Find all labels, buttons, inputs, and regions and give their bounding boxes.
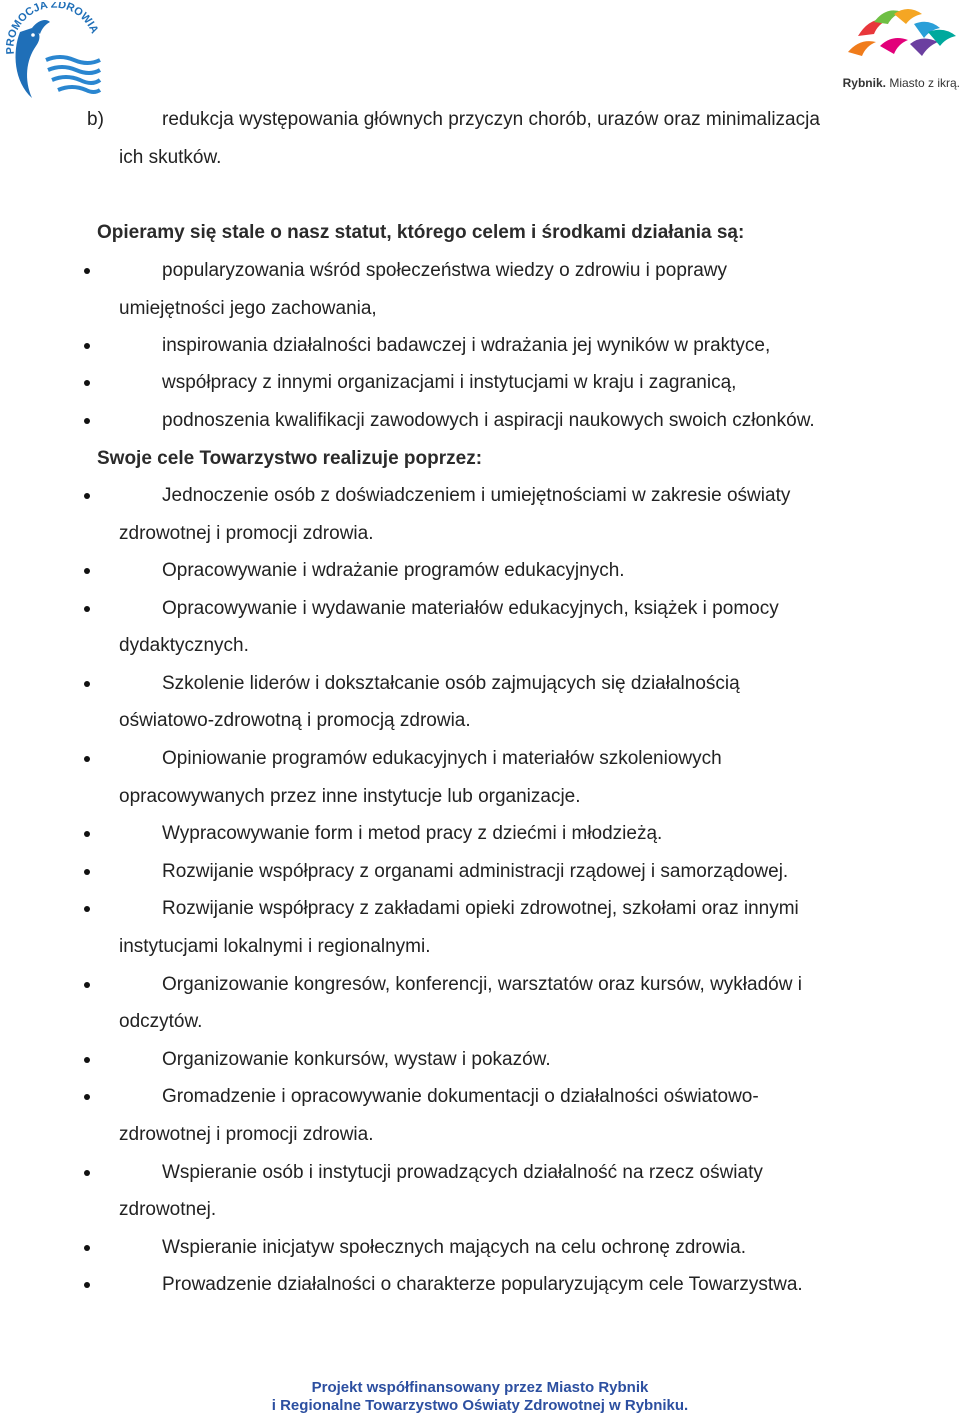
list-item-text: Organizowanie kongresów, konferencji, warsztatów oraz kursów, wykładów i bbox=[162, 974, 802, 995]
list-item-text: Rozwijanie współpracy z organami administracji rządowej i samorządowej. bbox=[162, 861, 789, 882]
bullet-icon bbox=[84, 1282, 90, 1288]
list-item-continuation: dydaktycznych. bbox=[119, 635, 249, 656]
bullet-icon bbox=[84, 831, 90, 837]
list-item-text: współpracy z innymi organizacjami i instytucjami w kraju i zagranicą, bbox=[162, 372, 737, 393]
bullet-icon bbox=[84, 756, 90, 762]
bullet-icon bbox=[84, 493, 90, 499]
bullet-icon bbox=[84, 1057, 90, 1063]
list-item-continuation: odczytów. bbox=[119, 1011, 203, 1032]
list-item-continuation: oświatowo-zdrowotną i promocją zdrowia. bbox=[119, 710, 471, 731]
bullet-icon bbox=[84, 568, 90, 574]
bullet-icon bbox=[84, 418, 90, 424]
list-item-continuation: instytucjami lokalnymi i regionalnymi. bbox=[119, 936, 431, 957]
list-item-continuation: opracowywanych przez inne instytucje lub organizacje. bbox=[119, 786, 581, 807]
svg-text:PROMOCJA ZDROWIA: PROMOCJA ZDROWIA bbox=[4, 2, 101, 55]
bullet-icon bbox=[84, 1245, 90, 1251]
list-item-text: Prowadzenie działalności o charakterze popularyzującym cele Towarzystwa. bbox=[162, 1274, 803, 1295]
footer-line-2: i Regionalne Towarzystwo Oświaty Zdrowotnej w Rybniku. bbox=[271, 1397, 689, 1414]
bullet-icon bbox=[84, 906, 90, 912]
list-item-text: Opracowywanie i wdrażanie programów edukacyjnych. bbox=[162, 560, 625, 581]
bullet-icon bbox=[84, 268, 90, 274]
bullet-icon bbox=[84, 606, 90, 612]
list-item-continuation: zdrowotnej. bbox=[119, 1199, 217, 1220]
list-item-text: Wypracowywanie form i metod pracy z dziećmi i młodzieżą. bbox=[162, 823, 663, 844]
list-item-text: Gromadzenie i opracowywanie dokumentacji o działalności oświatowo- bbox=[162, 1086, 759, 1107]
section-heading-statute: Opieramy się stale o nasz statut, którego celem i środkami działania są: bbox=[97, 222, 745, 243]
footer-line-1: Projekt współfinansowany przez Miasto Rybnik bbox=[311, 1379, 649, 1396]
bullet-icon bbox=[84, 1170, 90, 1176]
list-item-text: Organizowanie konkursów, wystaw i pokazów. bbox=[162, 1049, 551, 1070]
section-heading-means: Swoje cele Towarzystwo realizuje poprzez: bbox=[97, 448, 483, 469]
bullet-icon bbox=[84, 982, 90, 988]
list-item-text: Wspieranie inicjatyw społecznych mających na celu ochronę zdrowia. bbox=[162, 1237, 746, 1258]
bullet-icon bbox=[84, 869, 90, 875]
promocja-zdrowia-logo bbox=[2, 2, 102, 102]
rybnik-fish-logo-icon bbox=[818, 2, 960, 74]
list-item-text: Opiniowanie programów edukacyjnych i materiałów szkoleniowych bbox=[162, 748, 722, 769]
bullet-icon bbox=[84, 1094, 90, 1100]
bullet-icon bbox=[84, 343, 90, 349]
list-item-text: Szkolenie liderów i dokształcanie osób zajmujących się działalnością bbox=[162, 673, 740, 694]
list-marker: b) bbox=[87, 109, 104, 130]
list-item-continuation: umiejętności jego zachowania, bbox=[119, 298, 377, 319]
list-item-continuation: zdrowotnej i promocji zdrowia. bbox=[119, 1124, 374, 1145]
rybnik-caption: Rybnik. Miasto z ikrą. bbox=[842, 76, 960, 90]
list-item-text: Wspieranie osób i instytucji prowadzących działalność na rzecz oświaty bbox=[162, 1162, 763, 1183]
list-item-continuation: zdrowotnej i promocji zdrowia. bbox=[119, 523, 374, 544]
rybnik-logo bbox=[818, 2, 960, 94]
list-item-text: popularyzowania wśród społeczeństwa wiedzy o zdrowiu i poprawy bbox=[162, 260, 727, 281]
list-item-text: Rozwijanie współpracy z zakładami opieki zdrowotnej, szkołami oraz innymi bbox=[162, 898, 799, 919]
bullet-icon bbox=[84, 380, 90, 386]
list-item-text: Opracowywanie i wydawanie materiałów edukacyjnych, książek i pomocy bbox=[162, 598, 779, 619]
intro-line-2: ich skutków. bbox=[119, 147, 222, 168]
list-item-text: inspirowania działalności badawczej i wdrażania jej wyników w praktyce, bbox=[162, 335, 771, 356]
dolphin-logo-icon bbox=[2, 2, 102, 102]
bullet-icon bbox=[84, 681, 90, 687]
list-item-text: podnoszenia kwalifikacji zawodowych i aspiracji naukowych swoich członków. bbox=[162, 410, 815, 431]
list-item-text: Jednoczenie osób z doświadczeniem i umiejętnościami w zakresie oświaty bbox=[162, 485, 791, 506]
intro-line-1: redukcja występowania głównych przyczyn chorób, urazów oraz minimalizacja bbox=[162, 109, 820, 130]
